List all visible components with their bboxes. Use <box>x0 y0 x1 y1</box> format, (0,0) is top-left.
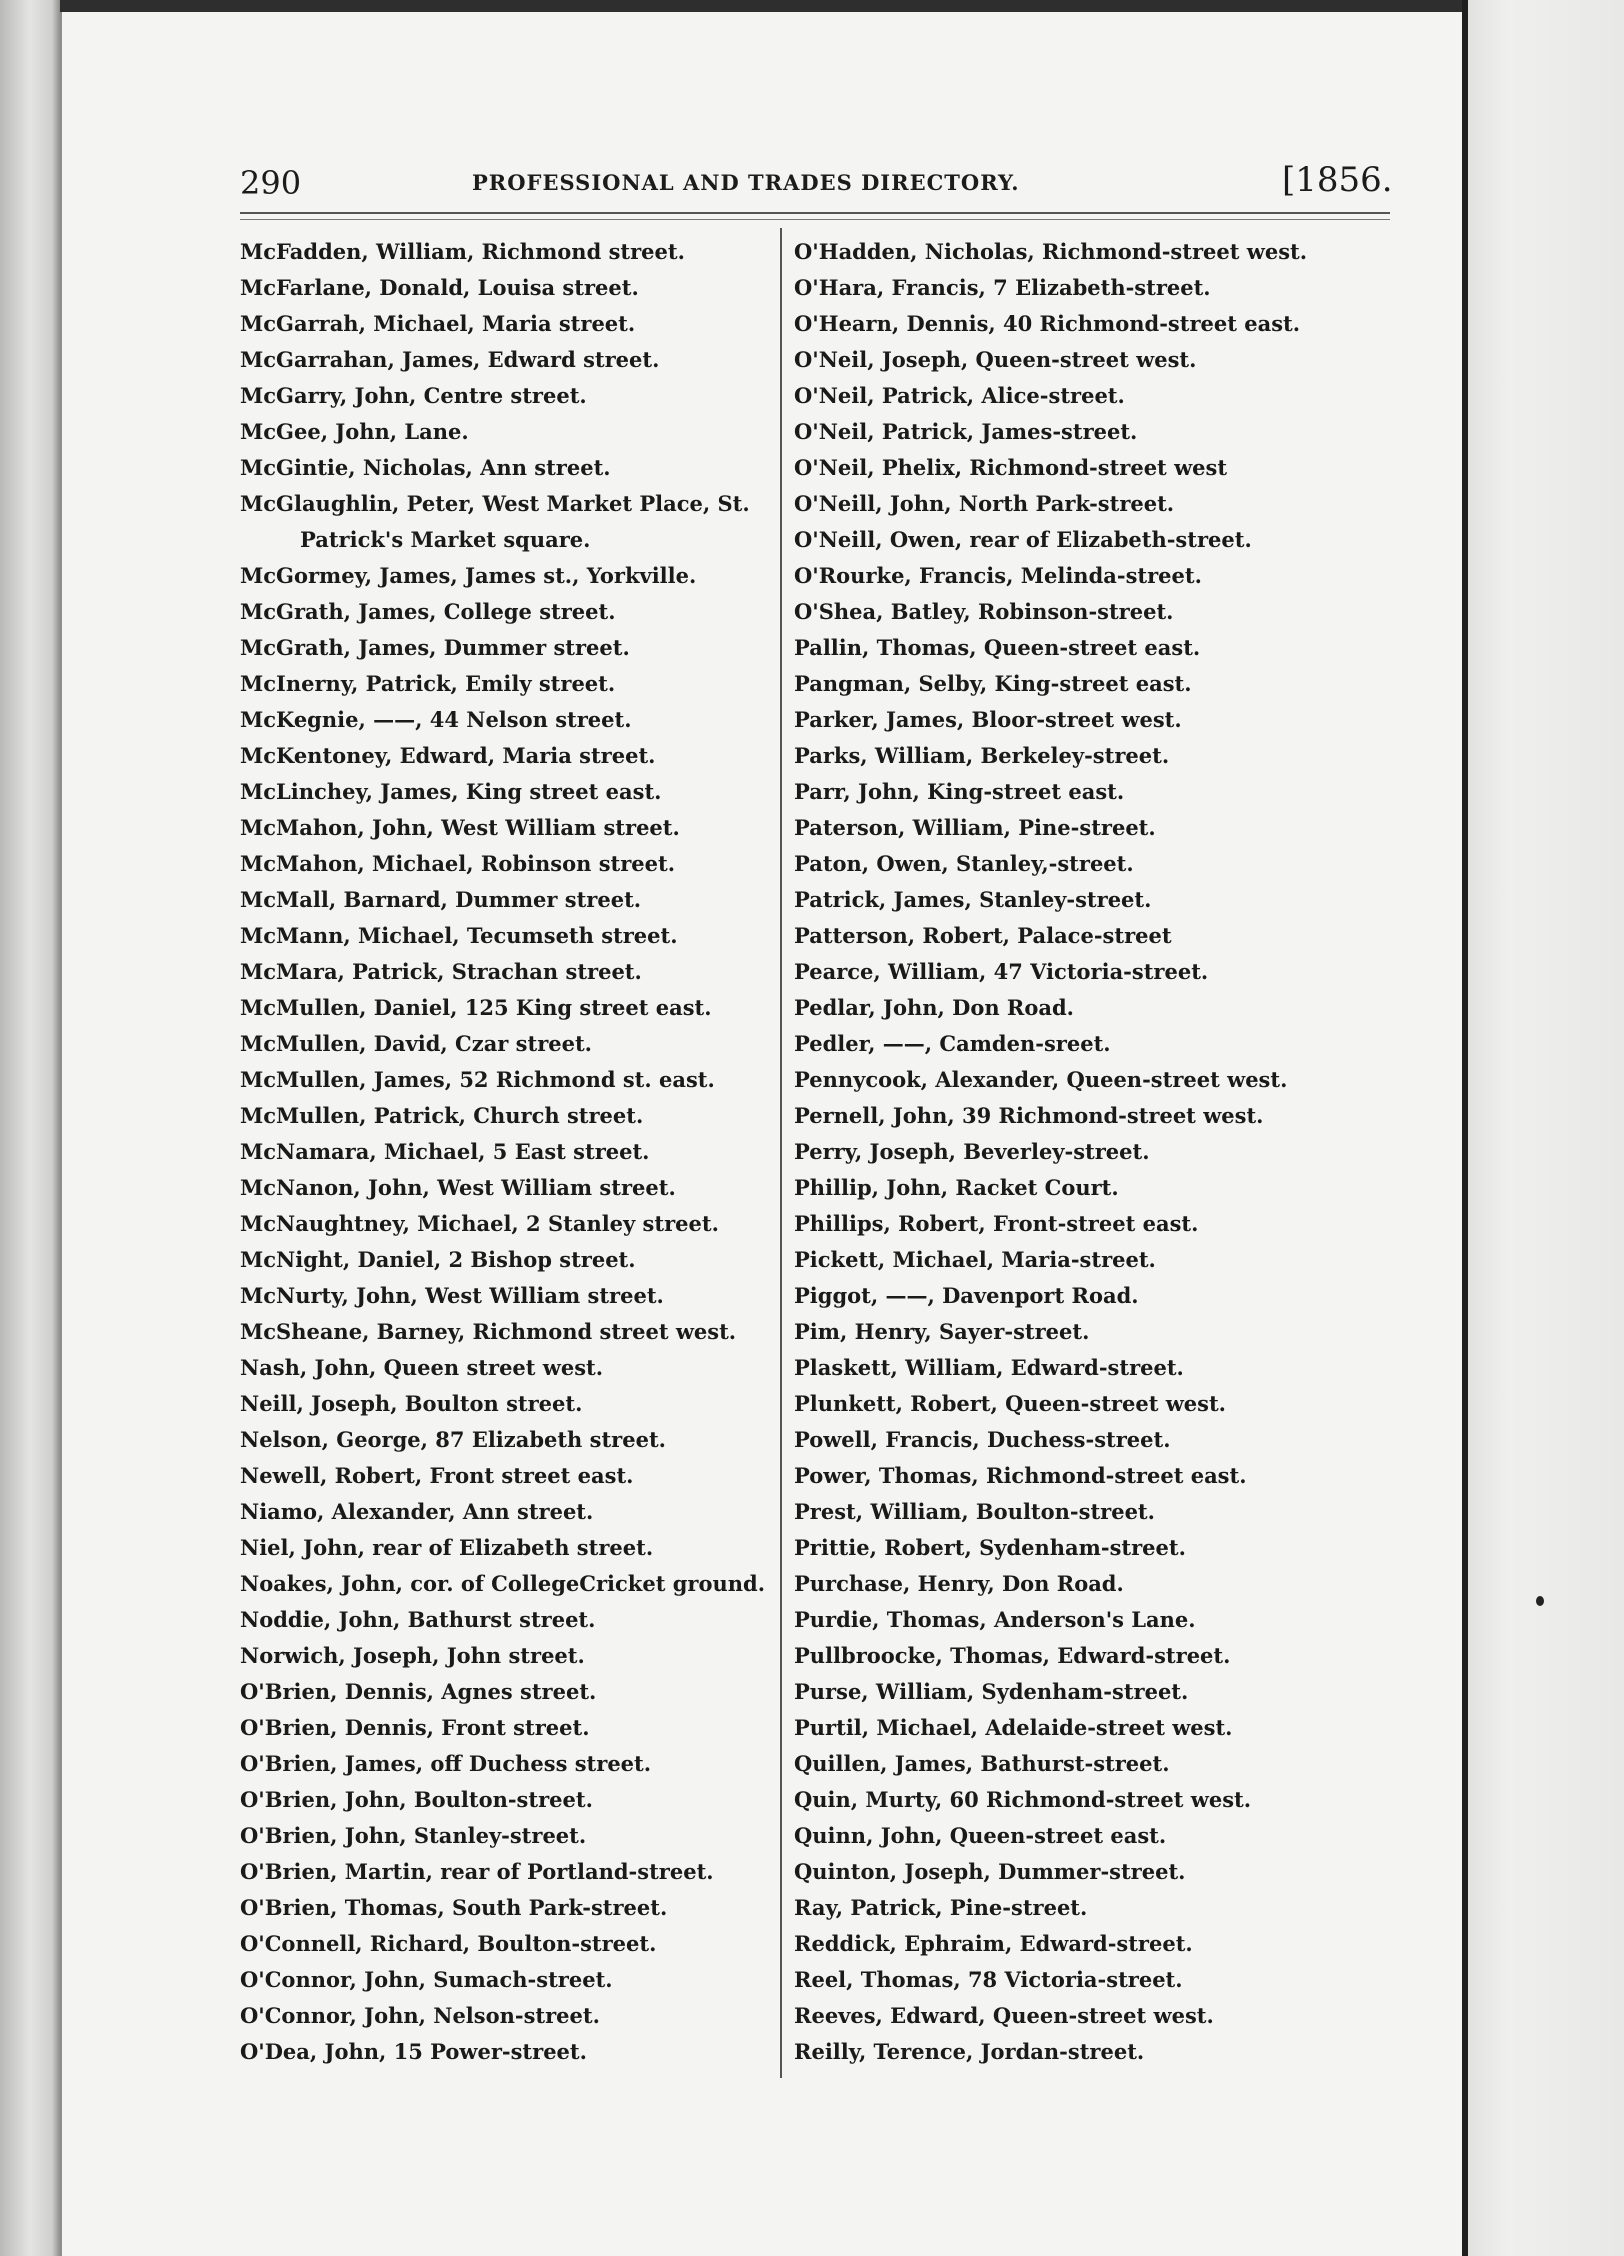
directory-entry: Pearce, William, 47 Victoria-street. <box>794 959 1209 984</box>
directory-entry: O'Dea, John, 15 Power-street. <box>240 2039 587 2064</box>
directory-entry: Noakes, John, cor. of CollegeCricket ground. <box>240 1571 765 1596</box>
directory-entry: O'Brien, Thomas, South Park-street. <box>240 1895 668 1920</box>
directory-entry: Reddick, Ephraim, Edward-street. <box>794 1931 1193 1956</box>
directory-entry: McSheane, Barney, Richmond street west. <box>240 1319 737 1344</box>
directory-entry: O'Brien, John, Stanley-street. <box>240 1823 587 1848</box>
directory-entry: Niamo, Alexander, Ann street. <box>240 1499 594 1524</box>
directory-entry: McNanon, John, West William street. <box>240 1175 676 1200</box>
directory-entry: Phillips, Robert, Front-street east. <box>794 1211 1199 1236</box>
directory-entry: Reel, Thomas, 78 Victoria-street. <box>794 1967 1183 1992</box>
directory-entry: O'Neil, Patrick, James-street. <box>794 419 1138 444</box>
directory-entry: Neill, Joseph, Boulton street. <box>240 1391 583 1416</box>
directory-entry: O'Neill, John, North Park-street. <box>794 491 1175 516</box>
directory-entry: McMullen, Patrick, Church street. <box>240 1103 644 1128</box>
directory-entry: Piggot, ——, Davenport Road. <box>794 1283 1139 1308</box>
directory-entry: Parker, James, Bloor-street west. <box>794 707 1182 732</box>
directory-entry: McGarry, John, Centre street. <box>240 383 587 408</box>
directory-entry: McMahon, John, West William street. <box>240 815 680 840</box>
directory-entry: McGlaughlin, Peter, West Market Place, St. <box>240 491 750 516</box>
directory-entry: O'Brien, James, off Duchess street. <box>240 1751 652 1776</box>
directory-entry: Purchase, Henry, Don Road. <box>794 1571 1124 1596</box>
directory-entry: Pullbroocke, Thomas, Edward-street. <box>794 1643 1231 1668</box>
directory-entry: Pallin, Thomas, Queen-street east. <box>794 635 1201 660</box>
directory-entry: McGrath, James, Dummer street. <box>240 635 630 660</box>
directory-entry: O'Brien, Dennis, Front street. <box>240 1715 590 1740</box>
directory-entry: McMullen, David, Czar street. <box>240 1031 592 1056</box>
directory-entry: McKegnie, ——, 44 Nelson street. <box>240 707 632 732</box>
directory-entry: Quillen, James, Bathurst-street. <box>794 1751 1170 1776</box>
directory-entry: Parr, John, King-street east. <box>794 779 1125 804</box>
directory-entry: McMann, Michael, Tecumseth street. <box>240 923 678 948</box>
directory-entry: O'Connell, Richard, Boulton-street. <box>240 1931 657 1956</box>
directory-entry: O'Connor, John, Sumach-street. <box>240 1967 613 1992</box>
directory-entry: Pangman, Selby, King-street east. <box>794 671 1192 696</box>
directory-entry: Phillip, John, Racket Court. <box>794 1175 1119 1200</box>
directory-entry: McMullen, James, 52 Richmond st. east. <box>240 1067 715 1092</box>
directory-entry: Niel, John, rear of Elizabeth street. <box>240 1535 654 1560</box>
directory-entry: Pennycook, Alexander, Queen-street west. <box>794 1067 1288 1092</box>
directory-entry: O'Neill, Owen, rear of Elizabeth-street. <box>794 527 1252 552</box>
directory-entry: McNaughtney, Michael, 2 Stanley street. <box>240 1211 719 1236</box>
directory-entry: McKentoney, Edward, Maria street. <box>240 743 656 768</box>
directory-entry: McGarrahan, James, Edward street. <box>240 347 660 372</box>
directory-entry: McGrath, James, College street. <box>240 599 616 624</box>
directory-entry: Noddie, John, Bathurst street. <box>240 1607 596 1632</box>
header-rule-thin <box>240 219 1390 220</box>
directory-entry: Reilly, Terence, Jordan-street. <box>794 2039 1145 2064</box>
directory-entry: McInerny, Patrick, Emily street. <box>240 671 616 696</box>
directory-page <box>60 12 1470 2256</box>
right-column <box>794 234 1434 2070</box>
scan-left-margin <box>0 0 60 2256</box>
directory-entry: O'Hadden, Nicholas, Richmond-street west. <box>794 239 1308 264</box>
directory-entry: McGintie, Nicholas, Ann street. <box>240 455 611 480</box>
directory-entry: Purse, William, Sydenham-street. <box>794 1679 1189 1704</box>
directory-entry: McMahon, Michael, Robinson street. <box>240 851 676 876</box>
left-column <box>240 234 780 2070</box>
directory-entry: Pernell, John, 39 Richmond-street west. <box>794 1103 1264 1128</box>
directory-entry: McFadden, William, Richmond street. <box>240 239 685 264</box>
directory-entry: Norwich, Joseph, John street. <box>240 1643 585 1668</box>
directory-entry: Purdie, Thomas, Anderson's Lane. <box>794 1607 1196 1632</box>
directory-entry: O'Brien, John, Boulton-street. <box>240 1787 593 1812</box>
page-number: 290 <box>240 164 302 202</box>
directory-entry: Plaskett, William, Edward-street. <box>794 1355 1184 1380</box>
directory-entry: McGarrah, Michael, Maria street. <box>240 311 636 336</box>
directory-entry: Plunkett, Robert, Queen-street west. <box>794 1391 1226 1416</box>
directory-entry: McLinchey, James, King street east. <box>240 779 662 804</box>
page-header <box>62 152 1470 212</box>
page-year: [1856. <box>1282 160 1393 200</box>
directory-entry: Quinton, Joseph, Dummer-street. <box>794 1859 1186 1884</box>
directory-entry: O'Brien, Dennis, Agnes street. <box>240 1679 597 1704</box>
directory-entry: McFarlane, Donald, Louisa street. <box>240 275 639 300</box>
directory-entry: McGormey, James, James st., Yorkville. <box>240 563 697 588</box>
directory-entry: Reeves, Edward, Queen-street west. <box>794 2003 1214 2028</box>
directory-entry: O'Brien, Martin, rear of Portland-street. <box>240 1859 714 1884</box>
directory-entry: Parks, William, Berkeley-street. <box>794 743 1170 768</box>
directory-entry: Pim, Henry, Sayer-street. <box>794 1319 1090 1344</box>
header-rule <box>240 212 1390 214</box>
directory-entry: Quin, Murty, 60 Richmond-street west. <box>794 1787 1252 1812</box>
directory-entry: Paton, Owen, Stanley,-street. <box>794 851 1134 876</box>
directory-entry: Pedler, ——, Camden-sreet. <box>794 1031 1111 1056</box>
directory-entry: McMullen, Daniel, 125 King street east. <box>240 995 712 1020</box>
ink-speck <box>1536 1596 1544 1606</box>
directory-entry: O'Neil, Phelix, Richmond-street west <box>794 455 1228 480</box>
directory-entry: Pedlar, John, Don Road. <box>794 995 1074 1020</box>
facing-page-edge <box>1468 0 1624 2256</box>
directory-entry: Pickett, Michael, Maria-street. <box>794 1247 1156 1272</box>
directory-entry: O'Neil, Joseph, Queen-street west. <box>794 347 1197 372</box>
directory-entry: Quinn, John, Queen-street east. <box>794 1823 1167 1848</box>
directory-entry: Newell, Robert, Front street east. <box>240 1463 634 1488</box>
directory-entry: O'Hearn, Dennis, 40 Richmond-street east. <box>794 311 1301 336</box>
directory-entry: Prest, William, Boulton-street. <box>794 1499 1155 1524</box>
directory-entry: McMall, Barnard, Dummer street. <box>240 887 642 912</box>
directory-entry: Ray, Patrick, Pine-street. <box>794 1895 1088 1920</box>
directory-entry: Purtil, Michael, Adelaide-street west. <box>794 1715 1233 1740</box>
directory-entry: Patrick, James, Stanley-street. <box>794 887 1152 912</box>
directory-entry: Patterson, Robert, Palace-street <box>794 923 1172 948</box>
column-separator <box>780 228 782 2078</box>
directory-entry: O'Rourke, Francis, Melinda-street. <box>794 563 1202 588</box>
directory-entry: McNurty, John, West William street. <box>240 1283 664 1308</box>
directory-entry: O'Shea, Batley, Robinson-street. <box>794 599 1174 624</box>
directory-entry: Prittie, Robert, Sydenham-street. <box>794 1535 1186 1560</box>
directory-entry: McMara, Patrick, Strachan street. <box>240 959 642 984</box>
directory-entry: O'Neil, Patrick, Alice-street. <box>794 383 1125 408</box>
directory-entry: O'Connor, John, Nelson-street. <box>240 2003 600 2028</box>
directory-entry-continuation: Patrick's Market square. <box>300 527 591 552</box>
directory-entry: McNight, Daniel, 2 Bishop street. <box>240 1247 636 1272</box>
directory-entry: McGee, John, Lane. <box>240 419 469 444</box>
directory-entry: Power, Thomas, Richmond-street east. <box>794 1463 1247 1488</box>
directory-entry: Perry, Joseph, Beverley-street. <box>794 1139 1150 1164</box>
directory-entry: McNamara, Michael, 5 East street. <box>240 1139 650 1164</box>
directory-entry: Nash, John, Queen street west. <box>240 1355 604 1380</box>
directory-entry: Powell, Francis, Duchess-street. <box>794 1427 1171 1452</box>
directory-entry: Nelson, George, 87 Elizabeth street. <box>240 1427 666 1452</box>
directory-entry: Paterson, William, Pine-street. <box>794 815 1156 840</box>
page-title: PROFESSIONAL AND TRADES DIRECTORY. <box>472 170 1020 195</box>
directory-entry: O'Hara, Francis, 7 Elizabeth-street. <box>794 275 1211 300</box>
